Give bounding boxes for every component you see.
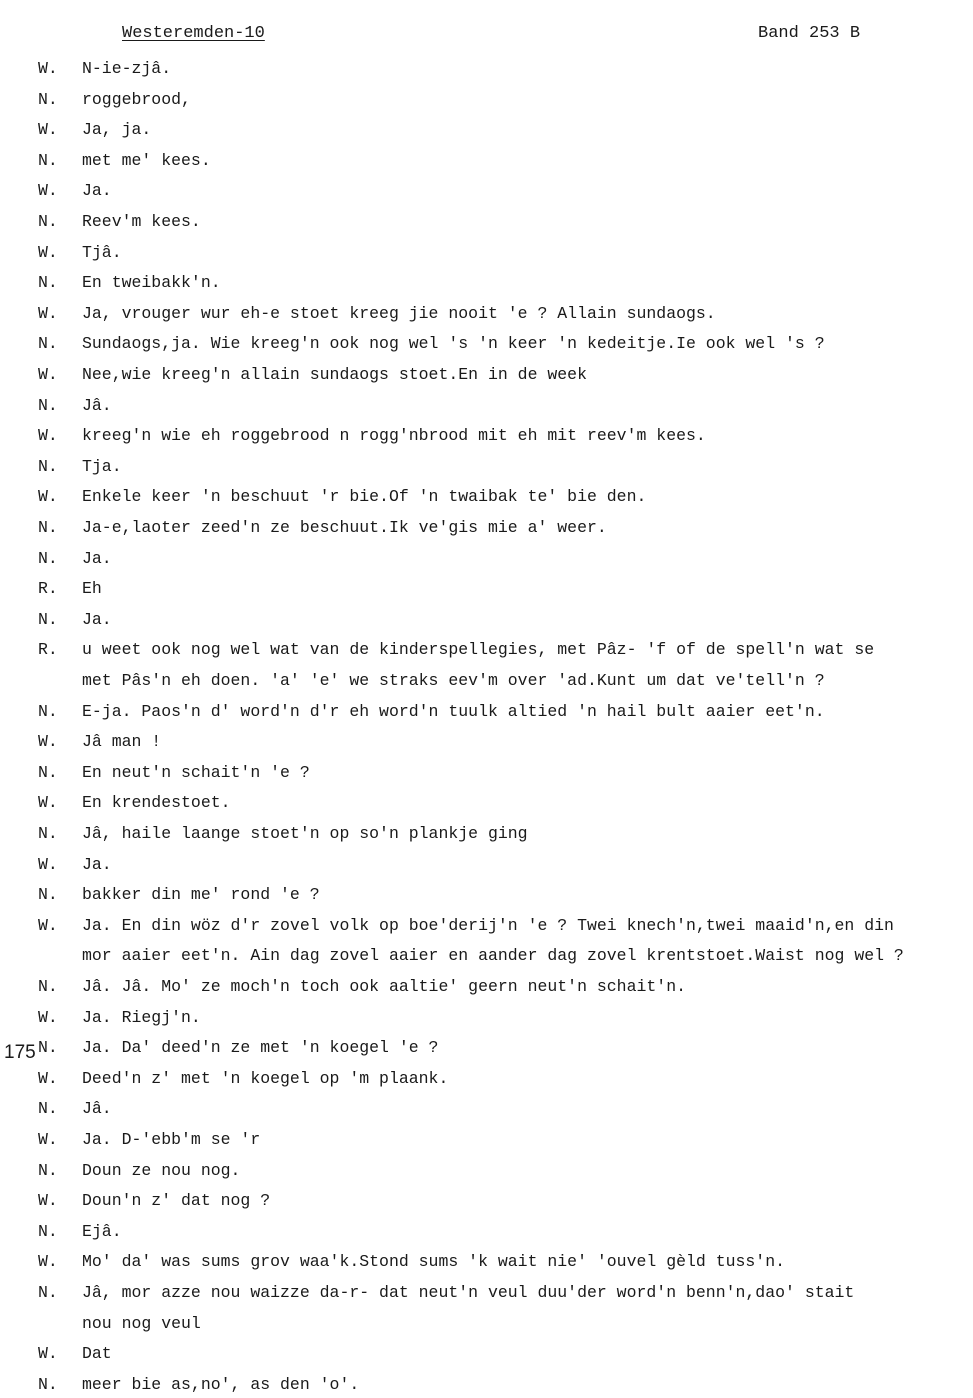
transcript-line	[0, 790, 973, 816]
utterance-text: Jâ. Jâ. Mo' ze moch'n toch ook aaltie' geern neut'n schait'n.	[82, 977, 686, 996]
utterance-text: kreeg'n wie eh roggebrood n rogg'nbrood mit eh mit reev'm kees.	[82, 426, 706, 446]
speaker-label: W.	[38, 1191, 58, 1211]
speaker-label: W.	[38, 242, 58, 262]
utterance-text: Doun'n z' dat nog ?	[82, 1191, 271, 1211]
transcript-line	[0, 913, 973, 939]
speaker-label: N.	[38, 212, 58, 231]
transcript-line	[0, 576, 973, 602]
transcript-line	[0, 1280, 973, 1306]
transcript-line	[0, 209, 973, 235]
utterance-text: Ja. Da' deed'n ze met 'n koegel 'e ?	[82, 1038, 439, 1058]
transcript-line	[0, 1219, 973, 1245]
utterance-text: met Pâs'n eh doen. 'a' 'e' we straks eev'm over 'ad.Kunt um dat ve'tell'n ?	[82, 671, 825, 690]
transcript-line	[0, 943, 973, 969]
utterance-text: En krendestoet.	[82, 793, 231, 813]
speaker-label: N.	[38, 150, 58, 170]
speaker-label: N.	[38, 1283, 58, 1302]
utterance-text: Ja.	[82, 854, 112, 874]
transcript-line	[0, 240, 973, 266]
utterance-text: Jâ man !	[82, 732, 162, 752]
speaker-label: N.	[38, 548, 58, 568]
speaker-label: W.	[38, 1007, 58, 1027]
utterance-text: Sundaogs,ja. Wie kreeg'n ook nog wel 's 'n keer 'n kedeitje.Ie ook wel 's ?	[82, 334, 825, 354]
transcript-line	[0, 1341, 973, 1367]
utterance-text: En tweibakk'n.	[82, 273, 221, 293]
utterance-text: Jâ, mor azze nou waizze da-r- dat neut'n veul duu'der word'n benn'n,dao' stait	[82, 1283, 855, 1302]
utterance-text: Reev'm kees.	[82, 212, 201, 231]
transcript-line	[0, 729, 973, 755]
margin-number: 175	[4, 1042, 36, 1063]
utterance-text: mor aaier eet'n. Ain dag zovel aaier en aander dag zovel krentstoet.Waist nog wel ?	[82, 946, 904, 966]
transcript-line	[0, 1158, 973, 1184]
utterance-text: Ja.	[82, 609, 112, 629]
speaker-label: N.	[38, 701, 58, 721]
transcript-line	[0, 1249, 973, 1275]
utterance-text: Mo' da' was sums grov waa'k.Stond sums 'k wait nie' 'ouvel gèld tuss'n.	[82, 1252, 786, 1272]
utterance-text: Nee,wie kreeg'n allain sundaogs stoet.En in de week	[82, 365, 587, 384]
transcript-line	[0, 1188, 973, 1214]
transcript-line	[0, 117, 973, 143]
utterance-text: Ja-e,laoter zeed'n ze beschuut.Ik ve'gis mie a' weer.	[82, 518, 607, 537]
speaker-label: W.	[38, 487, 58, 507]
utterance-text: Ja. Riegj'n.	[82, 1007, 201, 1027]
transcript-line	[0, 56, 973, 82]
speaker-label: N.	[38, 1099, 58, 1119]
transcript-line	[0, 760, 973, 786]
transcript-line	[0, 668, 973, 694]
transcript-line	[0, 1066, 973, 1092]
speaker-label: W.	[38, 1344, 58, 1364]
transcript-line	[0, 882, 973, 908]
speaker-label: N.	[38, 824, 58, 843]
transcript-line	[0, 454, 973, 480]
transcript-line	[0, 546, 973, 572]
utterance-text: Dat	[82, 1344, 112, 1364]
utterance-text: En neut'n schait'n 'e ?	[82, 762, 310, 782]
speaker-label: N.	[38, 609, 58, 629]
speaker-label: W.	[38, 854, 58, 874]
speaker-label: N.	[38, 1374, 58, 1394]
speaker-label: N.	[38, 977, 58, 996]
utterance-text: Ja.	[82, 548, 112, 568]
transcript-line	[0, 637, 973, 663]
utterance-text: met me' kees.	[82, 150, 211, 170]
speaker-label: W.	[38, 1252, 58, 1272]
speaker-label: W.	[38, 1130, 58, 1149]
transcript-line	[0, 87, 973, 113]
utterance-text: nou nog veul	[82, 1313, 201, 1333]
transcript-line	[0, 362, 973, 388]
transcript-line	[0, 1127, 973, 1153]
utterance-text: Enkele keer 'n beschuut 'r bie.Of 'n twaibak te' bie den.	[82, 487, 647, 507]
utterance-text: Tja.	[82, 456, 122, 476]
speaker-label: N.	[38, 89, 58, 109]
utterance-text: E-ja. Paos'n d' word'n d'r eh word'n tuulk altied 'n hail bult aaier eet'n.	[82, 701, 825, 721]
transcript-line	[0, 301, 973, 327]
transcript-line	[0, 852, 973, 878]
utterance-text: Ejâ.	[82, 1221, 122, 1241]
speaker-label: N.	[38, 395, 58, 415]
transcript-line	[0, 607, 973, 633]
transcript-line	[0, 1035, 973, 1061]
transcript-line	[0, 699, 973, 725]
speaker-label: W.	[38, 1068, 58, 1088]
transcript-line	[0, 393, 973, 419]
speaker-label: N.	[38, 885, 58, 905]
speaker-label: N.	[38, 1160, 58, 1180]
transcript-line	[0, 423, 973, 449]
speaker-label: W.	[38, 793, 58, 813]
speaker-label: N.	[38, 518, 58, 537]
utterance-text: Doun ze nou nog.	[82, 1160, 241, 1180]
utterance-text: Ja, vrouger wur eh-e stoet kreeg jie nooit 'e ? Allain sundaogs.	[82, 303, 716, 323]
band-header: Band 253 B	[758, 24, 861, 43]
speaker-label: R.	[38, 640, 58, 660]
speaker-label: W.	[38, 426, 58, 446]
utterance-text: Eh	[82, 579, 102, 599]
utterance-text: bakker din me' rond 'e ?	[82, 885, 320, 905]
speaker-label: N.	[38, 334, 58, 354]
utterance-text: Jâ.	[82, 395, 112, 415]
utterance-text: meer bie as,no', as den 'o'.	[82, 1374, 360, 1394]
transcript-line	[0, 1096, 973, 1122]
transcript-line	[0, 1005, 973, 1031]
transcript-line	[0, 515, 973, 541]
utterance-text: Deed'n z' met 'n koegel op 'm plaank.	[82, 1068, 449, 1088]
utterance-text: Ja. En din wöz d'r zovel volk op boe'derij'n 'e ? Twei knech'n,twei maaid'n,en din	[82, 915, 894, 935]
speaker-label: N.	[38, 1221, 58, 1241]
utterance-text: N-ie-zjâ.	[82, 59, 172, 78]
utterance-text: roggebrood,	[82, 89, 191, 109]
speaker-label: N.	[38, 762, 58, 782]
utterance-text: Ja. D-'ebb'm se 'r	[82, 1130, 261, 1149]
utterance-text: Jâ, haile laange stoet'n op so'n plankje ging	[82, 824, 528, 843]
speaker-label: W.	[38, 181, 58, 201]
utterance-text: Jâ.	[82, 1099, 112, 1119]
speaker-label: N.	[38, 273, 58, 293]
transcript-line	[0, 331, 973, 357]
speaker-label: N.	[38, 1038, 58, 1058]
transcript-line	[0, 148, 973, 174]
transcript-line	[0, 1372, 973, 1398]
utterance-text: u weet ook nog wel wat van de kinderspellegies, met Pâz- 'f of de spell'n wat se	[82, 640, 875, 660]
utterance-text: Ja, ja.	[82, 120, 152, 140]
transcript-line	[0, 974, 973, 1000]
transcript-line	[0, 270, 973, 296]
transcript-line	[0, 821, 973, 847]
utterance-text: Tjâ.	[82, 242, 122, 262]
speaker-label: W.	[38, 915, 58, 935]
transcript-line	[0, 178, 973, 204]
speaker-label: W.	[38, 59, 58, 78]
speaker-label: W.	[38, 303, 58, 323]
speaker-label: W.	[38, 365, 58, 384]
speaker-label: R.	[38, 579, 58, 599]
speaker-label: W.	[38, 120, 58, 140]
speaker-label: W.	[38, 732, 58, 752]
transcript-line	[0, 484, 973, 510]
speaker-label: N.	[38, 456, 58, 476]
transcript-line	[0, 1311, 973, 1337]
utterance-text: Ja.	[82, 181, 112, 201]
location-header: Westeremden-10	[122, 24, 265, 43]
